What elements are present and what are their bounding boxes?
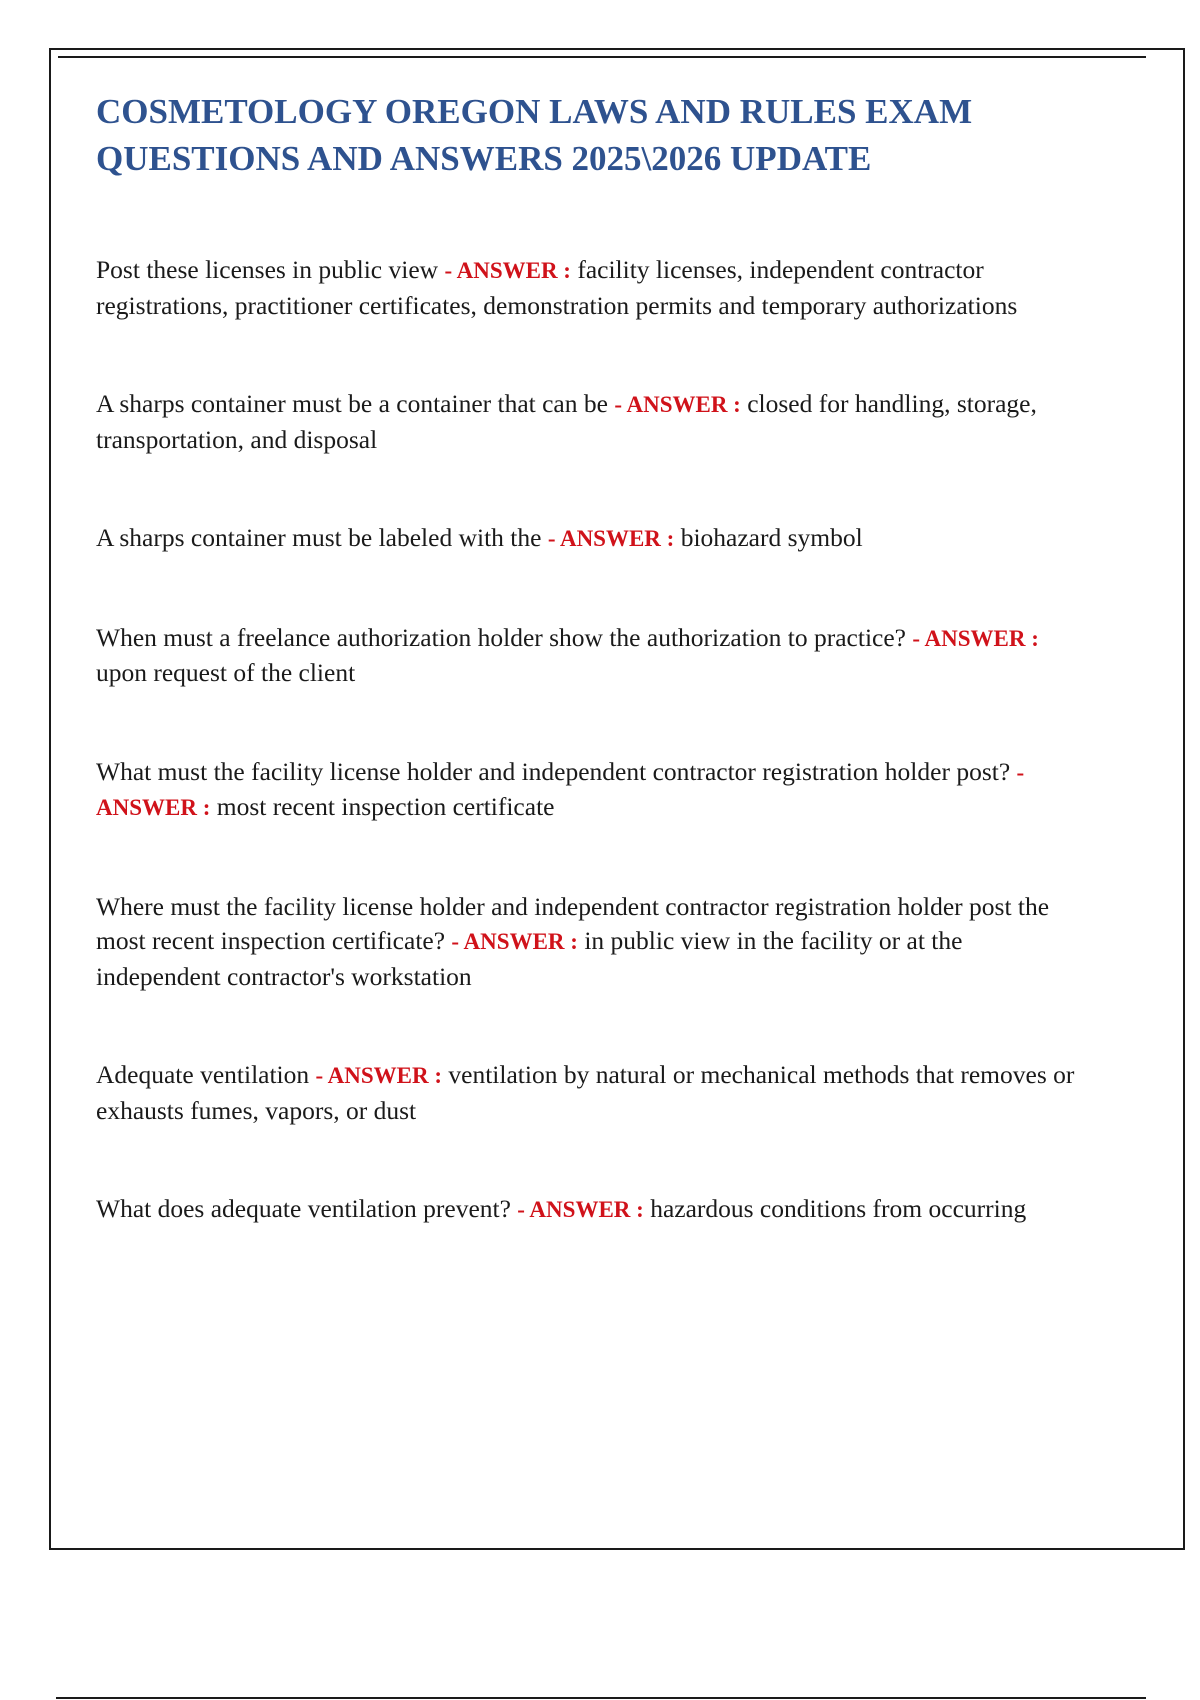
answer-text: ventilation by natural or mechanical methods that removes or exhausts fumes, vapors, or dust <box>96 1060 1075 1125</box>
qa-item <box>96 521 1086 557</box>
answer-label: - ANSWER : <box>517 1197 644 1222</box>
qa-item <box>96 253 1086 323</box>
answer-label: - ANSWER : <box>451 929 578 954</box>
answer-text: closed for handling, storage, transportation, and disposal <box>96 389 1037 454</box>
qa-item <box>96 1192 1086 1228</box>
qa-item <box>96 755 1086 826</box>
answer-label: - ANSWER : <box>315 1063 443 1088</box>
answer-text: facility licenses, independent contractor registrations, practitioner certificates, demonstration permits and temporary authorizations <box>96 255 1018 320</box>
question-text: What does adequate ventilation prevent? <box>96 1194 511 1223</box>
answer-text: upon request of the client <box>96 658 356 687</box>
question-text: When must a freelance authorization holder show the authorization to practice? <box>96 622 906 652</box>
qa-item <box>96 621 1086 691</box>
top-rule <box>58 56 1146 58</box>
question-text: A sharps container must be labeled with the <box>96 523 542 552</box>
answer-label: - ANSWER : <box>96 759 1025 820</box>
answer-text: biohazard symbol <box>680 523 863 552</box>
question-text: Where must the facility license holder and independent contractor registration holder post the most recent inspection certificate? <box>96 891 1050 955</box>
question-text: Adequate ventilation <box>96 1060 310 1089</box>
answer-label: - ANSWER : <box>444 258 571 283</box>
qa-list <box>96 253 1086 1292</box>
question-text: What must the facility license holder and independent contractor registration holder post? <box>96 756 1011 786</box>
answer-label: - ANSWER : <box>912 625 1039 651</box>
answer-text: in public view in the facility or at the independent contractor's workstation <box>96 926 963 991</box>
qa-item <box>96 387 1086 457</box>
answer-label: - ANSWER : <box>547 526 675 551</box>
answer-text: hazardous conditions from occurring <box>650 1194 1027 1223</box>
qa-item <box>96 890 1086 995</box>
bottom-rule <box>56 1697 1146 1699</box>
question-text: A sharps container must be a container that can be <box>96 389 608 418</box>
qa-item <box>96 1058 1086 1128</box>
answer-text: most recent inspection certificate <box>216 792 555 821</box>
question-text: Post these licenses in public view <box>96 255 439 284</box>
answer-label: - ANSWER : <box>614 392 741 417</box>
document-title: COSMETOLOGY OREGON LAWS AND RULES EXAM QUESTIONS AND ANSWERS 2025\2026 UPDATE <box>96 92 973 178</box>
